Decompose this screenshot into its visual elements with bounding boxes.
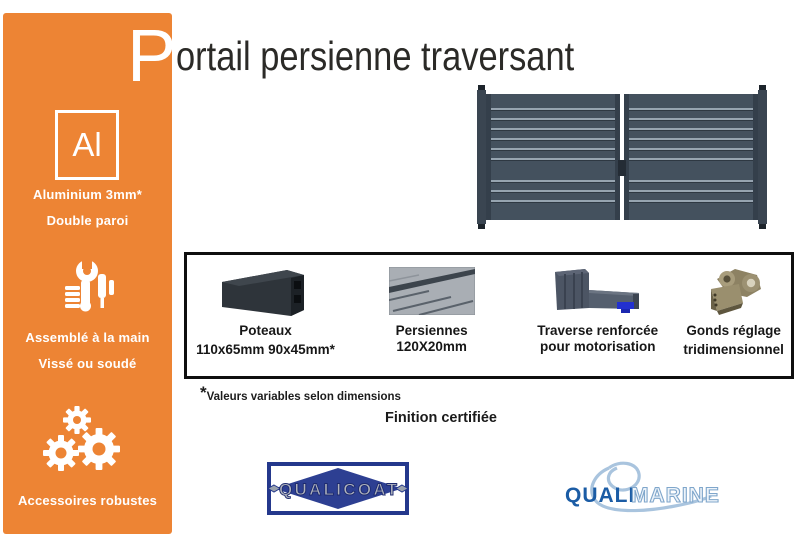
gate-slats	[491, 174, 615, 204]
louver-slats-image	[389, 267, 475, 315]
sidebar-text-aluminium: Aluminium 3mm*	[33, 187, 142, 202]
qualicoat-logo	[267, 462, 409, 515]
hinge-image	[703, 263, 765, 319]
footnote	[200, 383, 401, 405]
feature-poteaux	[187, 255, 344, 376]
sidebar-text-visse: Vissé ou soudé	[38, 356, 137, 371]
gate-post-right	[758, 90, 767, 224]
aluminium-badge-text: Al	[72, 126, 102, 163]
feature-name: Poteaux	[239, 323, 292, 338]
motorization-beam-image	[547, 264, 649, 318]
qualimarine-label-light: MARINE	[631, 484, 720, 507]
feature-name: Traverse renforcée	[537, 323, 659, 338]
feature-gonds	[676, 255, 791, 376]
qualicoat-label: QUALICOAT	[279, 480, 397, 499]
sidebar-text-accessoires: Accessoires robustes	[17, 493, 158, 508]
footnote-text: Valeurs variables selon dimensions	[206, 391, 401, 403]
feature-spec: 120X20mm	[396, 339, 467, 354]
qualimarine-logo	[553, 458, 723, 516]
features-panel	[184, 252, 794, 379]
hinge-nub-icon	[478, 85, 485, 90]
certification-heading: Finition certifiée	[385, 410, 497, 426]
feature-name: Gonds réglage	[686, 323, 781, 338]
feature-spec: 110x65mm 90x45mm*	[196, 342, 335, 357]
gate-lock	[618, 160, 626, 176]
qualimarine-label-bold: QUALI	[565, 484, 636, 507]
gate-leaf-right	[624, 94, 758, 220]
page-title-initial: P	[127, 14, 177, 97]
post-profile-image	[219, 265, 313, 317]
gate-slats	[629, 174, 753, 204]
page-title: ortail persienne traversant	[176, 33, 575, 79]
hinge-nub-icon	[478, 224, 485, 229]
footnote-asterisk: *	[200, 383, 207, 402]
aluminium-badge-icon	[55, 110, 119, 180]
feature-name: Persiennes	[395, 323, 468, 338]
tools-icon	[61, 258, 115, 320]
feature-spec: tridimensionnel	[683, 342, 784, 357]
hinge-nub-icon	[759, 224, 766, 229]
gate-leaf-left	[486, 94, 620, 220]
gate-slats	[491, 102, 615, 162]
gate-post-left	[477, 90, 486, 224]
sidebar-text-assemble: Assemblé à la main	[25, 330, 150, 345]
feature-traverse	[519, 255, 676, 376]
feature-persiennes	[344, 255, 519, 376]
sidebar-text-double-paroi: Double paroi	[46, 213, 129, 228]
feature-spec: pour motorisation	[539, 339, 656, 354]
gate-image	[477, 94, 767, 220]
hinge-nub-icon	[759, 85, 766, 90]
gears-icon	[35, 403, 127, 483]
gate-slats	[629, 102, 753, 162]
